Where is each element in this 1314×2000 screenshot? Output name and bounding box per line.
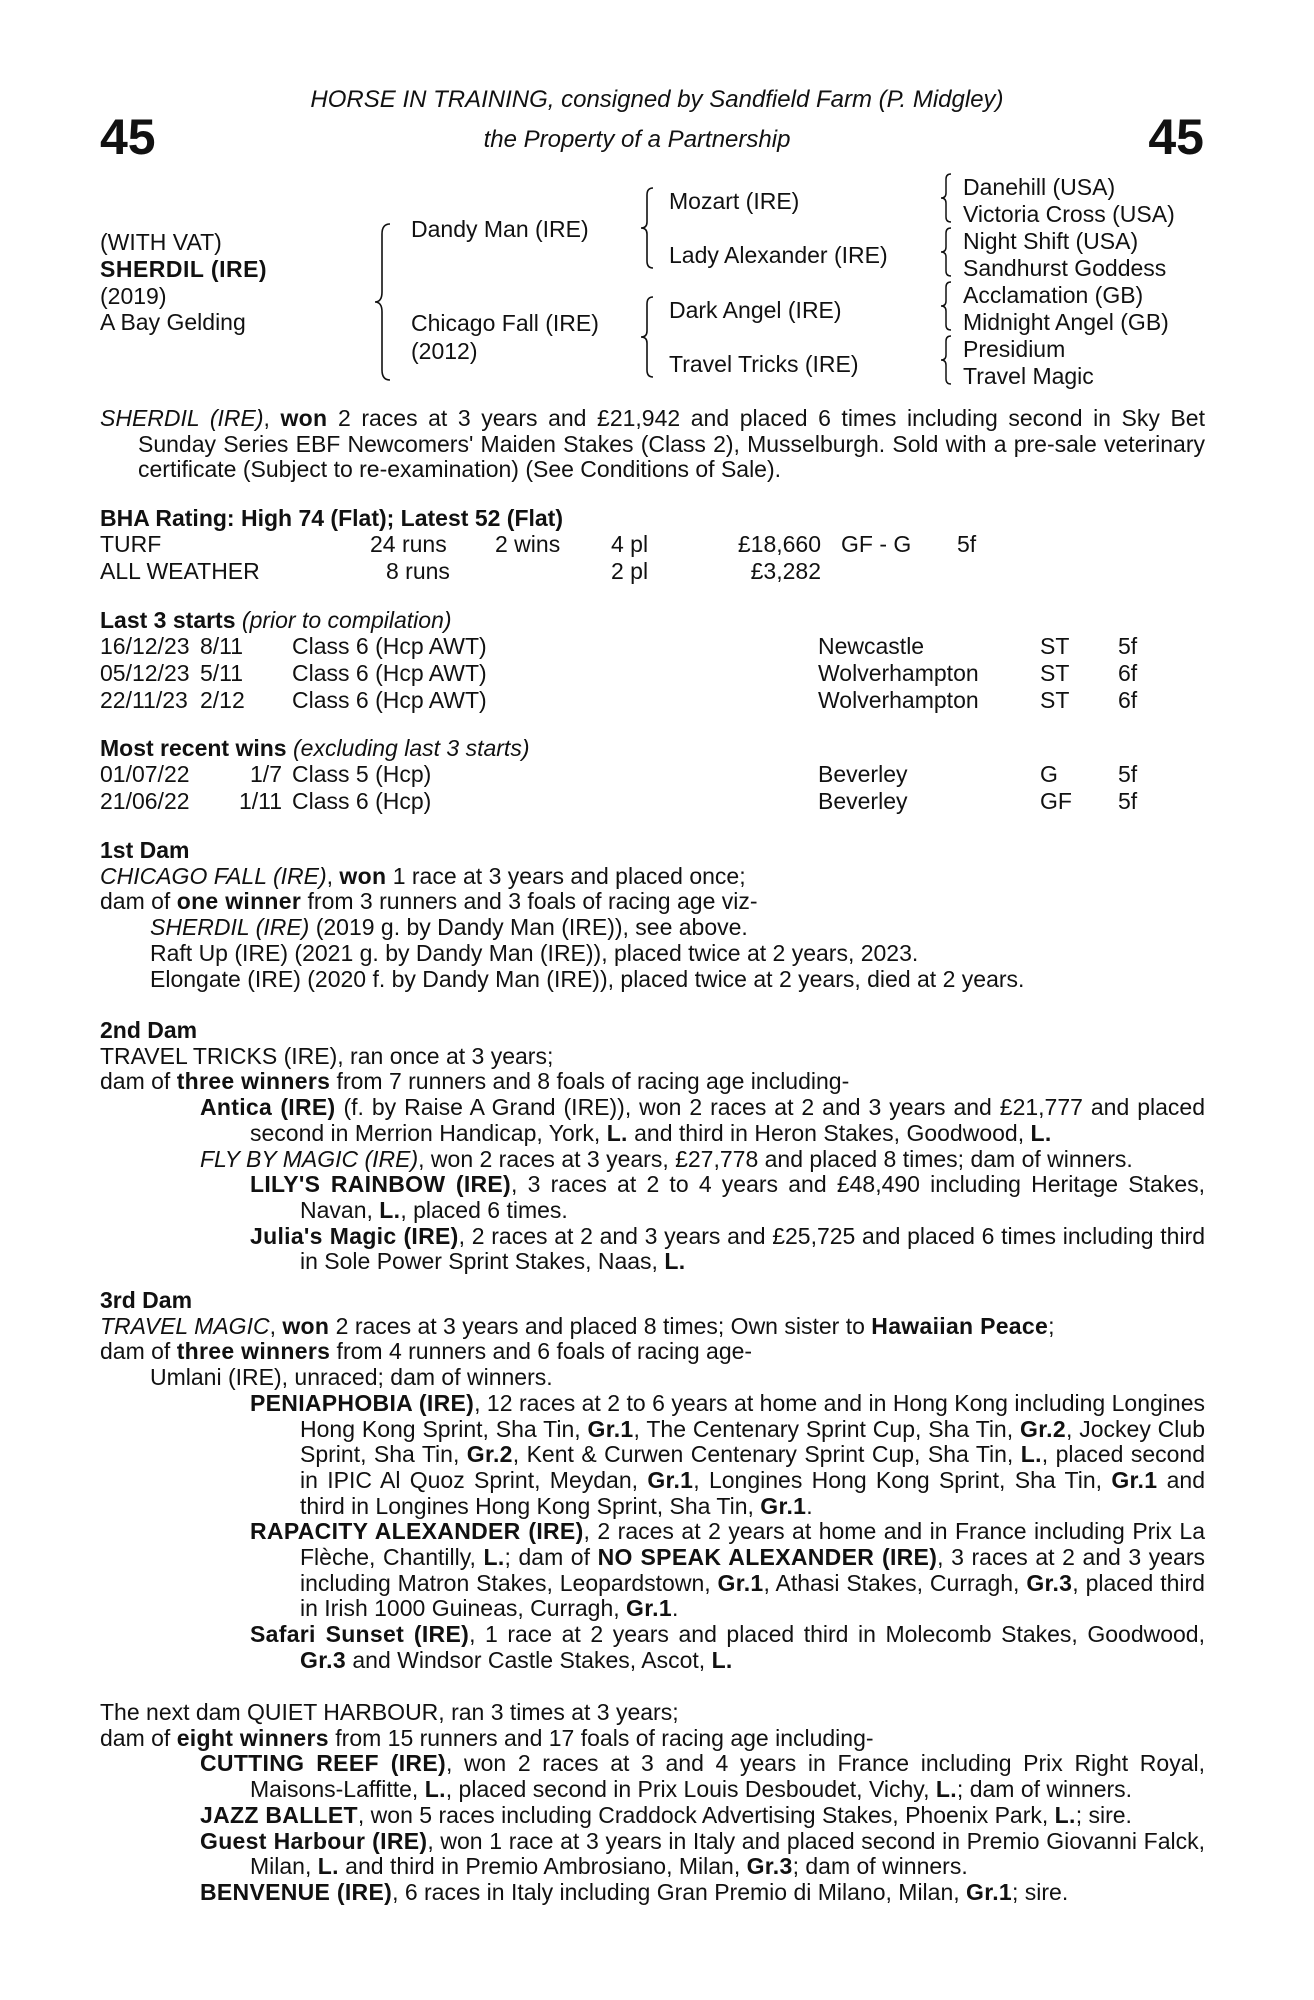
pedigree-brace-g34 [938, 226, 954, 278]
rating-surface: TURF [100, 531, 162, 557]
race-class: Class 6 (Hcp AWT) [292, 633, 487, 659]
recent-wins-table [100, 761, 1158, 815]
offspring-name: Julia's Magic (IRE) [250, 1222, 459, 1249]
pedigree-dam-year: (2012) [411, 338, 478, 364]
second-dam-line: TRAVEL TRICKS (IRE), ran once at 3 years; [100, 1042, 554, 1069]
pedigree-dam: Chicago Fall (IRE) [411, 310, 599, 336]
offspring-name: FLY BY MAGIC (IRE) [200, 1145, 419, 1172]
race-course: Wolverhampton [818, 660, 979, 686]
third-dam-section: 3rd Dam TRAVEL MAGIC, won 2 races at 3 years and placed 8 times; Own sister to Hawaiian Peace; dam of three winners from 4 runners and 6 foals of racing age- Umlani (IRE), unraced; dam of winners. PENIAPHOBIA (IRE), 12 races at 2 to 6 years at home and in Hong Kong including Longines Hong Kong Sprint, Sha Tin, Gr.1, The Centenary Sprint Cup, Sha Tin, Gr.2, Jockey Club Sprint, Sha Tin, Gr.2, Kent & Curwen Centenary Sprint Cup, Sha Tin, L., placed second in IPIC Al Quoz Sprint, Meydan, Gr.1, Longines Hong Kong Sprint, Sha Tin, Gr.1 and third in Longines Hong Kong Sprint, Sha Tin, Gr.1. RAPACITY ALEXANDER (IRE), 2 races at 2 years at home and in France including Prix La Flèche, Chantilly, L.; dam of NO SPEAK ALEXANDER (IRE), 3 races at 2 and 3 years including Matron Stakes, Leopardstown, Gr.1, Athasi Stakes, Curragh, Gr.3, placed third in Irish 1000 Guineas, Curragh, Gr.1. Safari Sunset (IRE), 1 race at 2 years and placed third in Molecomb Stakes, Goodwood, Gr.3 and Windsor Castle Stakes, Ascot, L. [100, 1287, 1206, 1673]
second-dam-section: 2nd Dam TRAVEL TRICKS (IRE), ran once at 3 years; dam of three winners from 7 runners and 8 foals of racing age including- Antica (IRE) (f. by Raise A Grand (IRE)), won 2 races at 2 and 3 years and £21,777 and placed second in Merrion Handicap, York, L. and third in Heron Stakes, Goodwood, L. FLY BY MAGIC (IRE), won 2 races at 3 years, £27,778 and placed 8 times; dam of winners. LILY'S RAINBOW (IRE), 3 races at 2 to 4 years and £48,490 including Heritage Stakes, Navan, L., placed 6 times. Julia's Magic (IRE), 2 races at 2 and 3 years and £25,725 and placed 6 times including third in Sole Power Sprint Stakes, Naas, L. [100, 1017, 1206, 1275]
race-position: 8/11 [200, 633, 244, 659]
pedigree-g4: Sandhurst Goddess [963, 255, 1167, 281]
rating-going: GF - G [841, 531, 912, 557]
offspring-umlani: Umlani (IRE), unraced; dam of winners. [150, 1364, 553, 1391]
dam-name: TRAVEL MAGIC [100, 1312, 270, 1339]
pedigree-g3: Night Shift (USA) [963, 228, 1139, 254]
last3-table [100, 633, 1158, 714]
property-line: the Property of a Partnership [483, 126, 791, 153]
offspring-name: JAZZ BALLET [200, 1801, 358, 1828]
summary-horse-name: SHERDIL (IRE) [100, 405, 264, 431]
race-going: G [1040, 761, 1058, 787]
race-class: Class 6 (Hcp AWT) [292, 687, 487, 713]
pedigree-brace-g56 [938, 280, 954, 332]
pedigree-g5: Acclamation (GB) [963, 282, 1144, 308]
race-distance: 5f [1118, 633, 1138, 659]
horse-year: (2019) [100, 283, 167, 309]
pedigree-sire-sire: Mozart (IRE) [669, 188, 800, 214]
summary-won: won [280, 405, 328, 431]
rating-runs: 24 runs [370, 531, 447, 557]
pedigree-brace-main [372, 222, 394, 382]
race-date: 16/12/23 [100, 633, 190, 659]
recent-wins-title: Most recent wins [100, 735, 287, 761]
rating-distance: 5f [957, 531, 977, 557]
dam-name: CHICAGO FALL (IRE) [100, 862, 327, 889]
race-position: 1/7 [250, 761, 282, 787]
race-class: Class 6 (Hcp AWT) [292, 660, 487, 686]
pedigree-g1: Danehill (USA) [963, 174, 1116, 200]
race-class: Class 5 (Hcp) [292, 761, 432, 787]
race-course: Newcastle [818, 633, 925, 659]
pedigree-g8: Travel Magic [963, 363, 1094, 389]
rating-wins: 2 wins [495, 531, 561, 557]
horse-description: A Bay Gelding [100, 309, 246, 335]
next-dam-section: The next dam QUIET HARBOUR, ran 3 times at 3 years; dam of eight winners from 15 runners and 17 foals of racing age including- CUTTING REEF (IRE), won 2 races at 3 and 4 years in France including Prix Right Royal, Maisons-Laffitte, L., placed second in Prix Louis Desboudet, Vichy, L.; dam of winners. JAZZ BALLET, won 5 races including Craddock Advertising Stakes, Phoenix Park, L.; sire. Guest Harbour (IRE), won 1 race at 3 years in Italy and placed second in Premio Giovanni Falck, Milan, L. and third in Premio Ambrosiano, Milan, Gr.3; dam of winners. BENVENUE (IRE), 6 races in Italy including Gran Premio di Milano, Milan, Gr.1; sire. [100, 1699, 1205, 1905]
summary-text: 2 races at 3 years and £21,942 and placed 6 times including second in Sky Bet Sunday Series EBF Newcomers' Maiden Stakes (Class 2), Musselburgh. Sold with a pre-sale veterinary certificate (Subject to re-examination) (See Conditions of Sale). [138, 405, 1205, 483]
race-position: 5/11 [200, 660, 244, 686]
rating-row-aw [100, 558, 997, 585]
pedigree-brace-sire [638, 186, 656, 270]
win-row [100, 788, 1158, 815]
pedigree-brace-dam [638, 295, 656, 379]
rating-wins [495, 558, 611, 585]
pedigree-sire-dam: Lady Alexander (IRE) [669, 242, 888, 268]
pedigree-dam-sire: Dark Angel (IRE) [669, 297, 842, 323]
pedigree-sire: Dandy Man (IRE) [411, 216, 589, 242]
rating-placed: 2 pl [611, 558, 649, 584]
offspring-name: LILY'S RAINBOW (IRE) [250, 1171, 512, 1198]
race-going: ST [1040, 633, 1070, 659]
pedigree-g7: Presidium [963, 336, 1066, 362]
offspring-name: RAPACITY ALEXANDER (IRE) [250, 1518, 584, 1545]
race-date: 22/11/23 [100, 687, 188, 713]
race-distance: 5f [1118, 761, 1138, 787]
pedigree-g2: Victoria Cross (USA) [963, 201, 1175, 227]
horse-name: SHERDIL (IRE) [100, 256, 268, 282]
offspring-name: Antica (IRE) [200, 1094, 336, 1121]
last3-note: (prior to compilation) [241, 607, 452, 633]
third-dam-title: 3rd Dam [100, 1287, 193, 1313]
rating-placed: 4 pl [611, 531, 649, 557]
vat-label: (WITH VAT) [100, 229, 222, 255]
race-position: 1/11 [238, 788, 282, 814]
race-date: 05/12/23 [100, 660, 190, 686]
rating-prize: £18,660 [737, 531, 821, 557]
offspring-raft-up: Raft Up (IRE) (2021 g. by Dandy Man (IRE)), placed twice at 2 years, 2023. [150, 939, 919, 966]
recent-wins-note: (excluding last 3 starts) [293, 735, 530, 761]
race-going: GF [1040, 788, 1072, 814]
race-course: Beverley [818, 788, 908, 814]
first-dam-title: 1st Dam [100, 837, 190, 863]
race-course: Wolverhampton [818, 687, 979, 713]
rating-distance [957, 558, 997, 585]
horse-summary: SHERDIL (IRE), won 2 races at 3 years and £21,942 and placed 6 times including second in Sky Bet Sunday Series EBF Newcomers' Maiden Stakes (Class 2), Musselburgh. Sold with a pre-sale veterinary certificate (Subject to re-examination) (See Conditions of Sale). [100, 405, 1205, 483]
last3-row [100, 633, 1158, 660]
race-position: 2/12 [200, 687, 245, 713]
rating-going [841, 558, 957, 585]
offspring-name: CUTTING REEF (IRE) [200, 1750, 446, 1777]
race-distance: 5f [1118, 788, 1138, 814]
rating-runs: 8 runs [386, 558, 450, 584]
rating-prize: £3,282 [750, 558, 821, 584]
rating-table [100, 531, 997, 585]
last3-row [100, 687, 1158, 714]
consignor-line: HORSE IN TRAINING, consigned by Sandfield Farm (P. Midgley) [310, 86, 1004, 113]
rating-row-turf [100, 531, 997, 558]
offspring-name: BENVENUE (IRE) [200, 1878, 393, 1905]
last3-title: Last 3 starts [100, 607, 236, 633]
race-distance: 6f [1118, 660, 1138, 686]
offspring-name: SHERDIL (IRE) [150, 914, 310, 941]
race-going: ST [1040, 687, 1070, 713]
offspring-name: Guest Harbour (IRE) [200, 1827, 428, 1854]
race-distance: 6f [1118, 687, 1138, 713]
race-date: 01/07/22 [100, 761, 190, 787]
race-class: Class 6 (Hcp) [292, 788, 432, 814]
second-dam-title: 2nd Dam [100, 1017, 198, 1043]
pedigree-dam-dam: Travel Tricks (IRE) [669, 351, 859, 377]
rating-surface: ALL WEATHER [100, 558, 260, 584]
lot-number-right: 45 [1148, 109, 1204, 165]
race-course: Beverley [818, 761, 908, 787]
offspring-name: Safari Sunset (IRE) [250, 1621, 470, 1648]
lot-number-left: 45 [100, 109, 156, 165]
last3-row [100, 660, 1158, 687]
last3-heading [100, 607, 452, 633]
pedigree-brace-g12 [938, 172, 954, 224]
race-going: ST [1040, 660, 1070, 686]
bha-rating-title: BHA Rating: High 74 (Flat); Latest 52 (Flat) [100, 505, 563, 531]
race-date: 21/06/22 [100, 788, 190, 814]
pedigree-brace-g78 [938, 334, 954, 386]
recent-wins-heading [100, 735, 529, 761]
next-dam-line: The next dam QUIET HARBOUR, ran 3 times at 3 years; [100, 1699, 679, 1725]
pedigree-g6: Midnight Angel (GB) [963, 309, 1169, 335]
first-dam-section: 1st Dam CHICAGO FALL (IRE), won 1 race at 3 years and placed once; dam of one winner from 3 runners and 3 foals of racing age viz- SHERDIL (IRE) (2019 g. by Dandy Man (IRE)), see above. Raft Up (IRE) (2021 g. by Dandy Man (IRE)), placed twice at 2 years, 2023. Elongate (IRE) (2020 f. by Dandy Man (IRE)), placed twice at 2 years, died at 2 years. [100, 838, 1205, 992]
offspring-elongate: Elongate (IRE) (2020 f. by Dandy Man (IRE)), placed twice at 2 years, died at 2 years. [150, 965, 1025, 992]
offspring-name: PENIAPHOBIA (IRE) [250, 1389, 475, 1416]
win-row [100, 761, 1158, 788]
